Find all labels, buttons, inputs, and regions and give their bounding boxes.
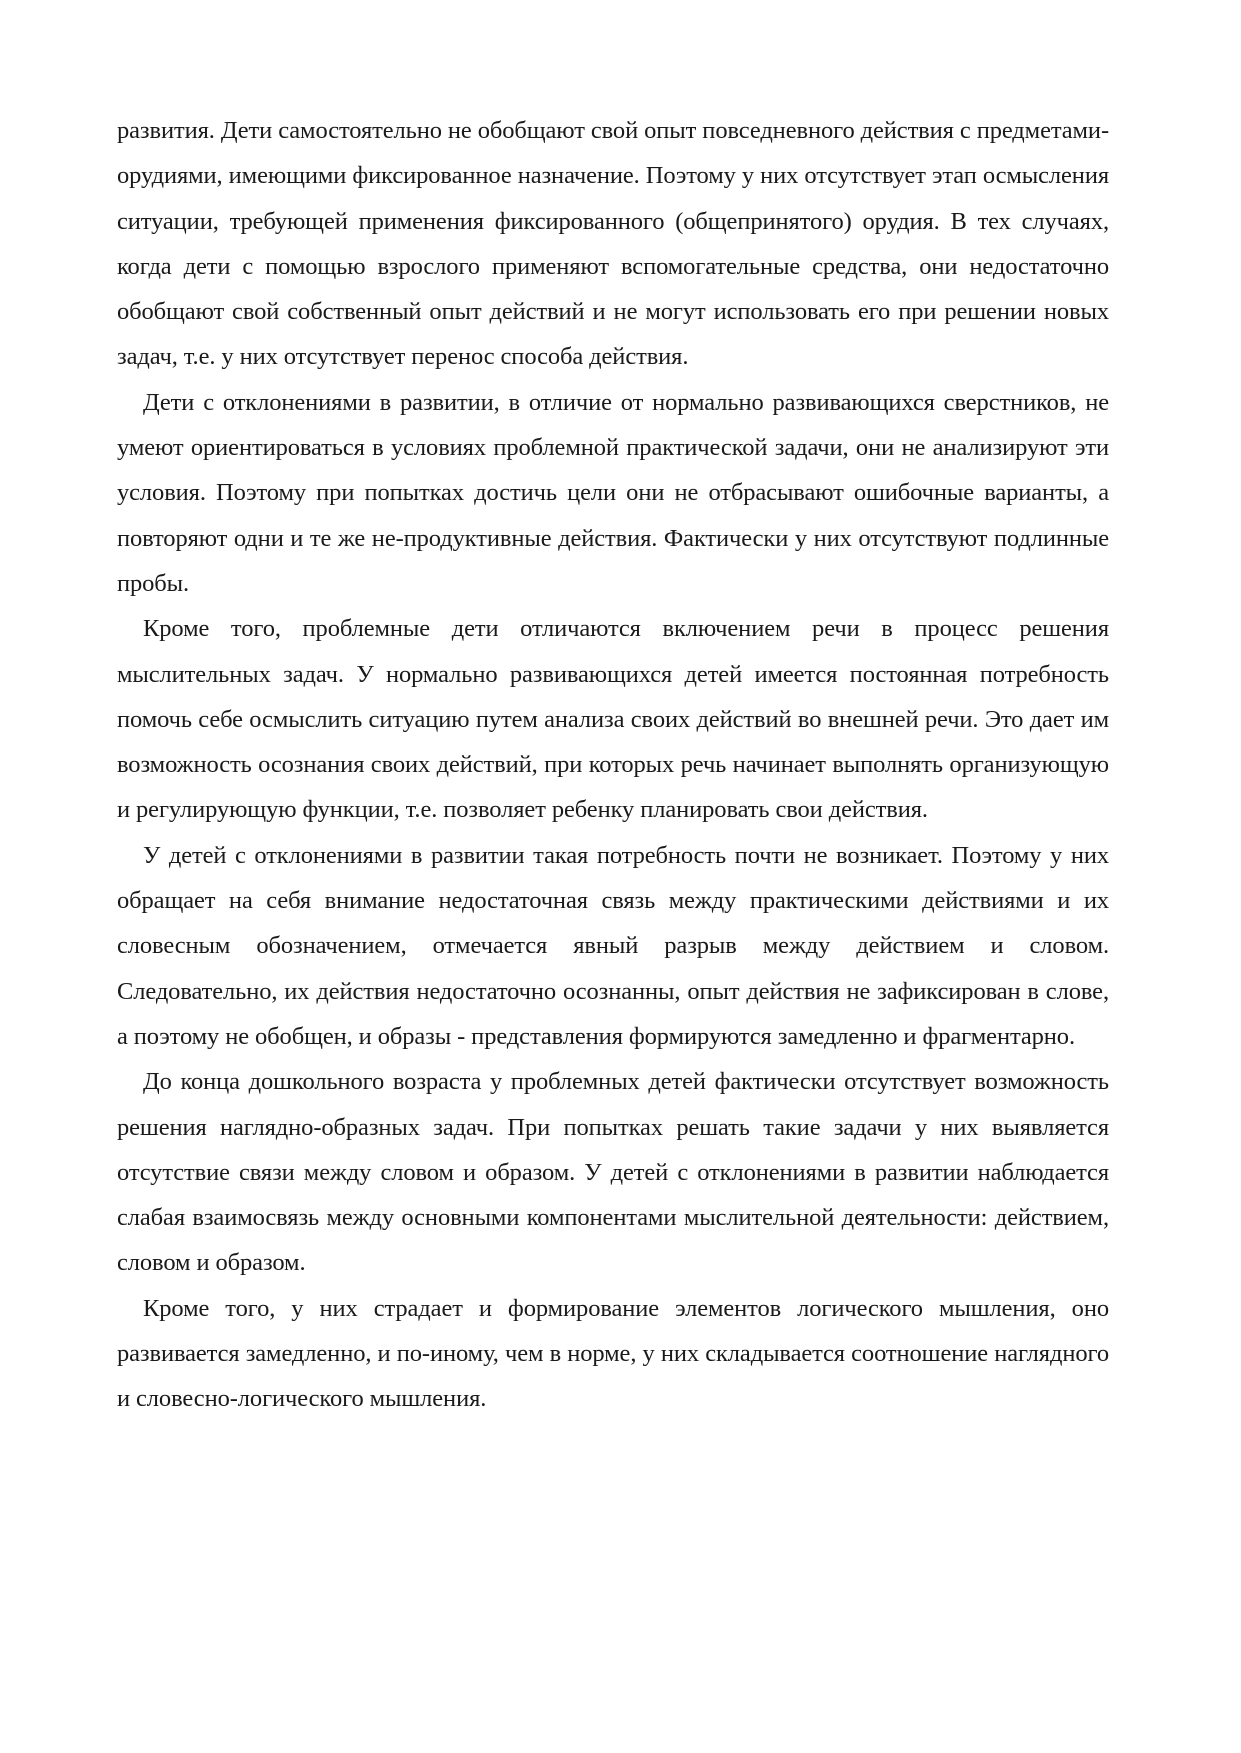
paragraph-3: Кроме того, проблемные дети отличаются включением речи в процесс решения мыслительных задач. У нормально развивающихся детей имеется постоянная потребность помочь себе осмыслить ситуацию путем анализа своих действий во внешней речи. Это дает им возможность осознания своих действий, при которых речь начинает выполнять организующую и регулирующую функции, т.е. позволяет ребенку планировать свои действия. [117, 615, 1109, 824]
paragraph-2: Дети с отклонениями в развитии, в отличие от нормально развивающихся сверстников, не умеют ориентироваться в условиях проблемной практической задачи, они не анализируют эти условия. Поэтому при попытках достичь цели они не отбрасывают ошибочные варианты, а повторяют одни и те же не-продуктивные действия. Фактически у них отсутствуют подлинные пробы. [117, 388, 1109, 597]
paragraph-5: До конца дошкольного возраста у проблемных детей фактически отсутствует возможность решения наглядно-образных задач. При попытках решать такие задачи у них выявляется отсутствие связи между словом и образом. У детей с отклонениями в развитии наблюдается слабая взаимосвязь между основными компонентами мыслительной деятельности: действием, словом и образом. [117, 1068, 1109, 1277]
document-page [117, 108, 1109, 1422]
paragraph-6: Кроме того, у них страдает и формирование элементов логического мышления, оно развивается замедленно, и по-иному, чем в норме, у них складывается соотношение наглядного и словесно-логического мышления. [117, 1294, 1109, 1413]
paragraph-4: У детей с отклонениями в развитии такая потребность почти не возникает. Поэтому у них обращает на себя внимание недостаточная связь между практическими действиями и их словесным обозначением, отмечается явный разрыв между действием и словом. Следовательно, их действия недостаточно осознанны, опыт действия не зафиксирован в слове, а поэтому не обобщен, и образы - представления формируются замедленно и фрагментарно. [117, 841, 1109, 1050]
paragraph-1: развития. Дети самостоятельно не обобщают свой опыт повседневного действия с предметами-орудиями, имеющими фиксированное назначение. Поэтому у них отсутствует этап осмысления ситуации, требующей применения фиксированного (общепринятого) орудия. В тех случаях, когда дети с помощью взрослого применяют вспомогательные средства, они недостаточно обобщают свой собственный опыт действий и не могут использовать его при решении новых задач, т.е. у них отсутствует перенос способа действия. [117, 117, 1109, 371]
